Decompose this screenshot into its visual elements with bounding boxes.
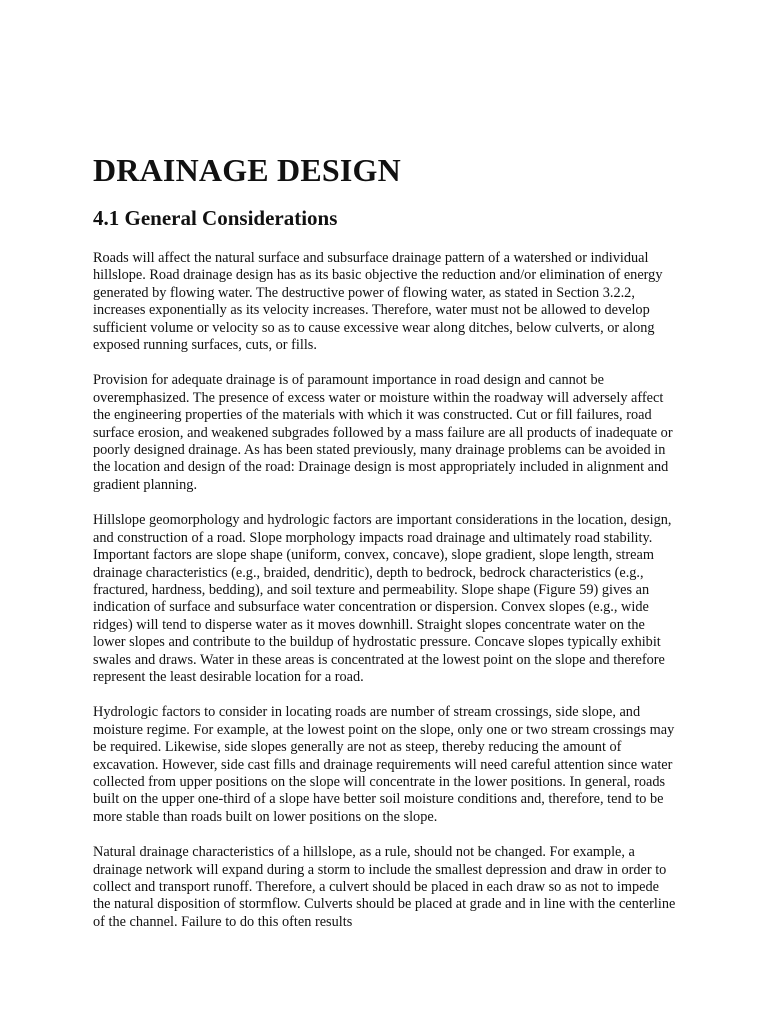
- paragraph-5: Natural drainage characteristics of a hillslope, as a rule, should not be changed. For example, a drainage network will expand during a storm to include the smallest depression and draw in order to collect and transport runoff. Therefore, a culvert should be placed in each draw so as not to impede the natural disposition of stormflow. Culverts should be placed at grade and in line with the centerline of the channel. Failure to do this often results: [93, 844, 676, 930]
- paragraph-4: Hydrologic factors to consider in locating roads are number of stream crossings, side slope, and moisture regime. For example, at the lowest point on the slope, only one or two stream crossings may be required. Likewise, side slopes generally are not as steep, thereby reducing the amount of excavation. However, side cast fills and drainage requirements will need careful attention since water collected from upper positions on the slope will concentrate in the lower positions. In general, roads built on the upper one-third of a slope have better soil moisture conditions and, therefore, tend to be more stable than roads built on lower positions on the slope.: [93, 704, 675, 825]
- paragraph-2: Provision for adequate drainage is of paramount importance in road design and cannot be overemphasized. The presence of excess water or moisture within the roadway will adversely affect the engineering properties of the materials with which it was constructed. Cut or fill failures, road surface erosion, and weakened subgrades followed by a mass failure are all products of inadequate or poorly designed drainage. As has been stated previously, many drainage problems can be avoided in the location and design of the road: Drainage design is most appropriately included in alignment and gradient planning.: [93, 372, 673, 493]
- document-body: [93, 250, 676, 931]
- document-title: DRAINAGE DESIGN: [93, 152, 401, 188]
- paragraph-1: Roads will affect the natural surface and subsurface drainage pattern of a watershed or individual hillslope. Road drainage design has as its basic objective the reduction and/or elimination of energy generated by flowing water. The destructive power of flowing water, as stated in Section 3.2.2, increases exponentially as its velocity increases. Therefore, water must not be allowed to develop sufficient volume or velocity so as to cause excessive wear along ditches, below culverts, or along exposed running surfaces, cuts, or fills.: [93, 250, 663, 354]
- paragraph-3: Hillslope geomorphology and hydrologic factors are important considerations in the location, design, and construction of a road. Slope morphology impacts road drainage and ultimately road stability. Important factors are slope shape (uniform, convex, concave), slope gradient, slope length, stream drainage characteristics (e.g., braided, dendritic), depth to bedrock, bedrock characteristics (e.g., fractured, hardness, bedding), and soil texture and permeability. Slope shape (Figure 59) gives an indication of surface and subsurface water concentration or dispersion. Convex slopes (e.g., wide ridges) will tend to disperse water as it moves downhill. Straight slopes concentrate water on the lower slopes and contribute to the buildup of hydrostatic pressure. Concave slopes typically exhibit swales and draws. Water in these areas is concentrated at the lowest point on the slope and therefore represent the least desirable location for a road.: [93, 512, 672, 685]
- section-heading: 4.1 General Considerations: [93, 206, 338, 230]
